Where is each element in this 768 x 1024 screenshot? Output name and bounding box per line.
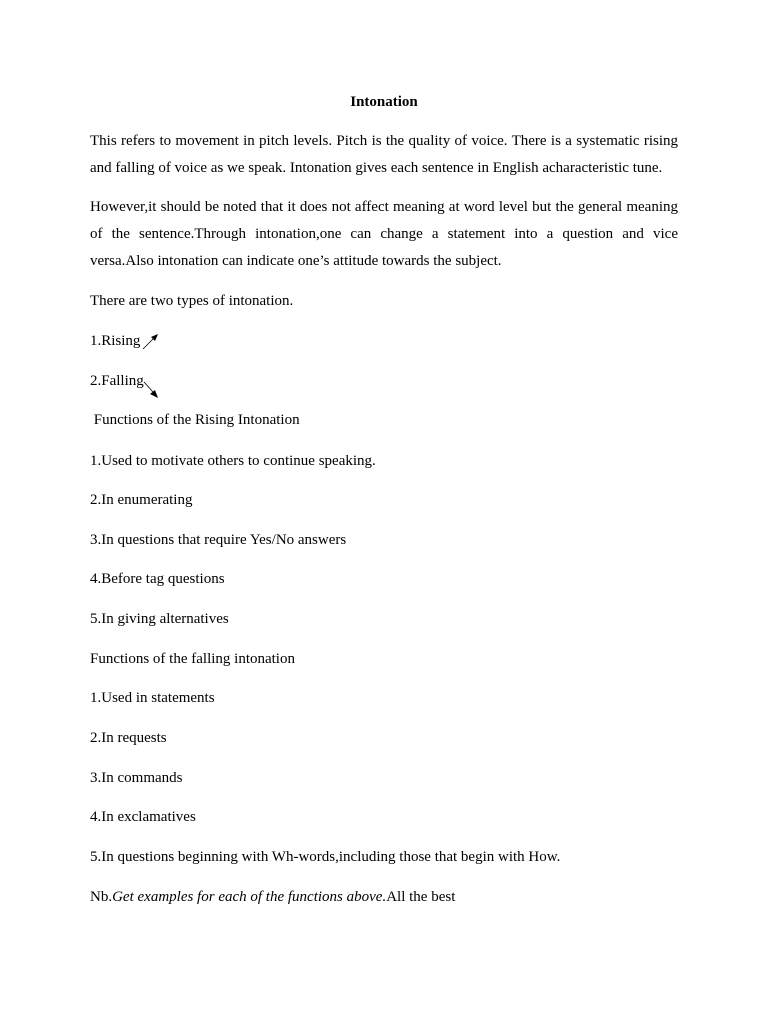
list-item: 1.Used in statements	[90, 690, 215, 706]
rising-functions-heading: Functions of the Rising Intonation	[90, 412, 300, 428]
paragraph-intonation-meaning	[90, 194, 678, 275]
type-rising-label: 1.Rising	[90, 333, 141, 349]
list-item: 2.In enumerating	[90, 492, 193, 508]
paragraph-line: This refers to movement in pitch levels. Pitch is the quality of voice. There is a systematic rising	[90, 133, 678, 149]
paragraph-line: versa.Also intonation can indicate one’s attitude towards the subject.	[90, 253, 502, 269]
paragraph-line: of the sentence.Through intonation,one can change a statement into a question and vice	[90, 226, 678, 242]
list-item: 3.In commands	[90, 770, 183, 786]
list-item: 1.Used to motivate others to continue speaking.	[90, 453, 376, 469]
paragraph-pitch-definition	[90, 128, 678, 182]
list-item: 4.Before tag questions	[90, 571, 225, 587]
paragraph-line: However,it should be noted that it does not affect meaning at word level but the general meaning	[90, 199, 678, 215]
list-item: 5.In questions beginning with Wh-words,including those that begin with How.	[90, 849, 561, 865]
falling-functions-heading: Functions of the falling intonation	[90, 651, 295, 667]
paragraph-line: and falling of voice as we speak. Intonation gives each sentence in English acharacteristic tune.	[90, 160, 663, 176]
list-item: 2.In requests	[90, 730, 167, 746]
list-item: 5.In giving alternatives	[90, 611, 229, 627]
arrow-down-right-icon	[142, 380, 162, 400]
types-intro: There are two types of intonation.	[90, 293, 294, 309]
list-item: 4.In exclamatives	[90, 809, 196, 825]
closing-note	[90, 887, 678, 907]
arrow-up-right-icon	[141, 331, 161, 351]
note-prefix: Nb.	[90, 889, 113, 905]
type-falling-label: 2.Falling	[90, 373, 144, 389]
document-title: Intonation	[350, 94, 418, 110]
type-rising	[90, 331, 678, 351]
note-italic: Get examples for each of the functions above.	[112, 889, 387, 905]
type-falling	[90, 371, 678, 391]
note-suffix: All the best	[386, 889, 456, 905]
list-item: 3.In questions that require Yes/No answers	[90, 532, 347, 548]
